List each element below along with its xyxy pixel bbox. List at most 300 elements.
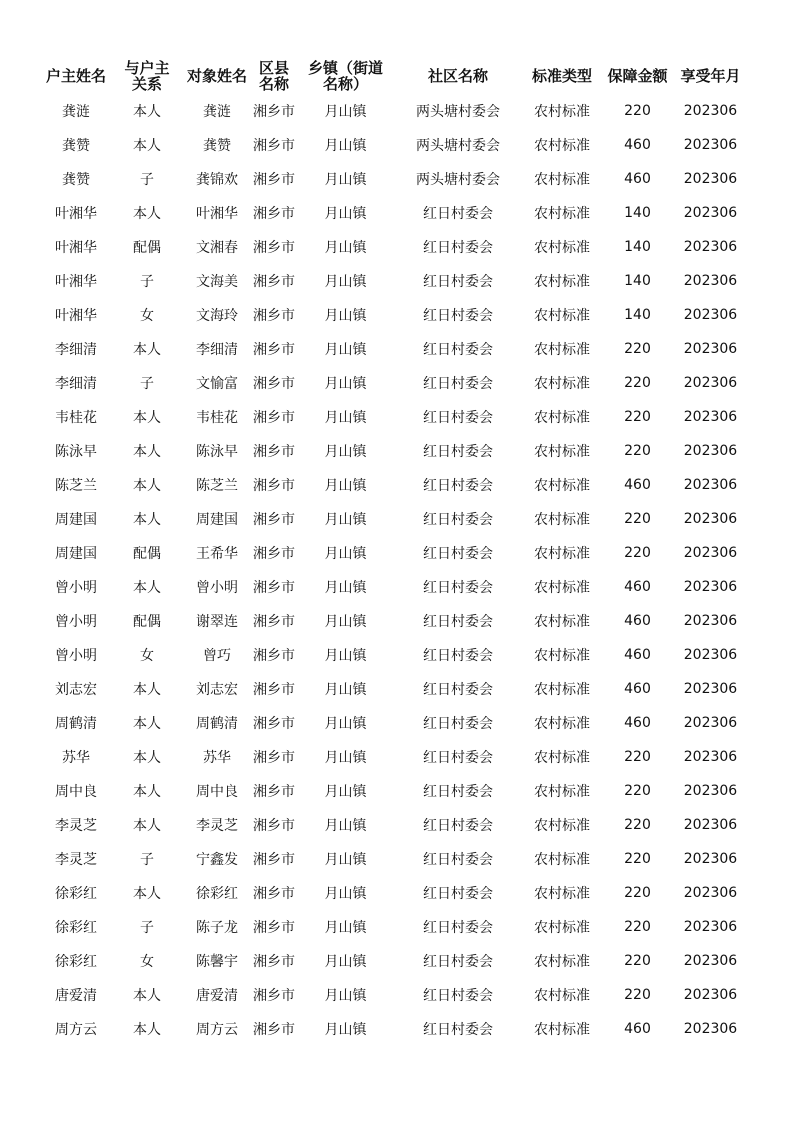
relation-cell: 本人 — [133, 750, 161, 766]
community-cell: 红日村委会 — [423, 376, 493, 392]
relation-cell: 子 — [140, 172, 154, 188]
township-cell: 月山镇 — [324, 580, 367, 596]
period-cell: 202306 — [683, 239, 738, 255]
community-cell: 红日村委会 — [423, 716, 493, 732]
township-cell: 月山镇 — [324, 274, 367, 290]
recipient-name-cell: 陈芝兰 — [196, 478, 238, 494]
standard-type-cell: 农村标准 — [534, 512, 590, 528]
amount-cell: 220 — [624, 987, 651, 1003]
amount-cell: 220 — [624, 783, 651, 799]
county-header — [250, 58, 298, 94]
township-cell: 月山镇 — [324, 410, 367, 426]
township-cell: 月山镇 — [324, 444, 367, 460]
household-head-cell: 叶湘华 — [55, 308, 97, 324]
table-row — [42, 128, 747, 162]
household-head-cell: 曾小明 — [55, 614, 97, 630]
relation-cell: 本人 — [133, 444, 161, 460]
amount-cell: 460 — [624, 681, 651, 697]
standard-type-cell: 农村标准 — [534, 716, 590, 732]
recipient-name-cell: 李灵芝 — [196, 818, 238, 834]
relation-cell: 本人 — [133, 682, 161, 698]
table-row — [42, 910, 747, 944]
recipient-name-cell: 宁鑫发 — [196, 852, 238, 868]
period-cell: 202306 — [683, 443, 738, 459]
period-cell: 202306 — [683, 103, 738, 119]
period-cell: 202306 — [683, 341, 738, 357]
township-cell: 月山镇 — [324, 784, 367, 800]
table-row — [42, 638, 747, 672]
recipient-name-cell: 周建国 — [196, 512, 238, 528]
relation-cell: 本人 — [133, 784, 161, 800]
county-cell: 湘乡市 — [253, 172, 295, 188]
household-head-cell: 陈泳早 — [55, 444, 97, 460]
township-cell: 月山镇 — [324, 206, 367, 222]
township-cell: 月山镇 — [324, 750, 367, 766]
standard-type-cell: 农村标准 — [534, 172, 590, 188]
relation-cell: 本人 — [133, 716, 161, 732]
county-cell: 湘乡市 — [253, 512, 295, 528]
period-cell: 202306 — [683, 307, 738, 323]
table-row — [42, 740, 747, 774]
standard-type-cell: 农村标准 — [534, 444, 590, 460]
standard-type-cell: 农村标准 — [534, 988, 590, 1004]
community-cell: 两头塘村委会 — [416, 104, 500, 120]
community-cell: 红日村委会 — [423, 342, 493, 358]
community-cell: 红日村委会 — [423, 410, 493, 426]
relation-cell: 本人 — [133, 104, 161, 120]
community-cell: 红日村委会 — [423, 614, 493, 630]
period-cell: 202306 — [683, 987, 738, 1003]
standard-type-cell: 农村标准 — [534, 342, 590, 358]
township-cell: 月山镇 — [324, 172, 367, 188]
household-head-cell: 徐彩红 — [55, 886, 97, 902]
community-cell: 红日村委会 — [423, 308, 493, 324]
period-header-line: 享受年月 — [680, 67, 741, 85]
standard-type-cell: 农村标准 — [534, 750, 590, 766]
standard-type-header-line: 标准类型 — [531, 67, 592, 85]
household-head-cell: 叶湘华 — [55, 206, 97, 222]
county-cell: 湘乡市 — [253, 852, 295, 868]
community-cell: 红日村委会 — [423, 240, 493, 256]
recipient-name-cell: 周鹤清 — [196, 716, 238, 732]
community-cell: 红日村委会 — [423, 648, 493, 664]
township-header — [298, 58, 393, 94]
recipient-name-cell: 陈子龙 — [196, 920, 238, 936]
household-head-cell: 唐爱清 — [55, 988, 97, 1004]
period-cell: 202306 — [683, 375, 738, 391]
household-head-cell: 刘志宏 — [55, 682, 97, 698]
township-cell: 月山镇 — [324, 886, 367, 902]
relation-cell: 子 — [140, 274, 154, 290]
community-cell: 红日村委会 — [423, 546, 493, 562]
amount-cell: 460 — [624, 613, 651, 629]
standard-type-cell: 农村标准 — [534, 206, 590, 222]
relation-cell: 本人 — [133, 478, 161, 494]
table-row — [42, 1012, 747, 1046]
table-header — [42, 58, 747, 94]
recipient-name-cell: 叶湘华 — [196, 206, 238, 222]
amount-cell: 220 — [624, 953, 651, 969]
amount-cell: 460 — [624, 171, 651, 187]
recipient-name-cell: 周方云 — [196, 1022, 238, 1038]
relation-cell: 本人 — [133, 206, 161, 222]
amount-cell: 460 — [624, 1021, 651, 1037]
period-cell: 202306 — [683, 953, 738, 969]
community-header-line: 社区名称 — [427, 67, 488, 85]
household-head-cell: 徐彩红 — [55, 920, 97, 936]
community-cell: 红日村委会 — [423, 954, 493, 970]
table-body — [42, 94, 747, 1046]
table-row — [42, 196, 747, 230]
county-cell: 湘乡市 — [253, 546, 295, 562]
period-cell: 202306 — [683, 511, 738, 527]
relation-cell: 本人 — [133, 1022, 161, 1038]
period-cell: 202306 — [683, 613, 738, 629]
community-cell: 红日村委会 — [423, 920, 493, 936]
amount-cell: 220 — [624, 851, 651, 867]
standard-type-cell: 农村标准 — [534, 478, 590, 494]
standard-type-cell: 农村标准 — [534, 138, 590, 154]
period-cell: 202306 — [683, 171, 738, 187]
county-cell: 湘乡市 — [253, 682, 295, 698]
county-cell: 湘乡市 — [253, 274, 295, 290]
household-head-cell: 周鹤清 — [55, 716, 97, 732]
recipient-name-cell: 韦桂花 — [196, 410, 238, 426]
period-cell: 202306 — [683, 205, 738, 221]
household-head-cell: 叶湘华 — [55, 240, 97, 256]
household-head-cell: 徐彩红 — [55, 954, 97, 970]
period-cell: 202306 — [683, 545, 738, 561]
period-cell: 202306 — [683, 783, 738, 799]
township-cell: 月山镇 — [324, 342, 367, 358]
household-head-cell: 龚赞 — [62, 138, 90, 154]
township-cell: 月山镇 — [324, 614, 367, 630]
amount-cell: 220 — [624, 409, 651, 425]
community-cell: 两头塘村委会 — [416, 172, 500, 188]
header-row — [42, 58, 747, 94]
amount-cell: 140 — [624, 205, 651, 221]
table-row — [42, 706, 747, 740]
community-cell: 红日村委会 — [423, 512, 493, 528]
community-cell: 红日村委会 — [423, 580, 493, 596]
township-cell: 月山镇 — [324, 308, 367, 324]
county-cell: 湘乡市 — [253, 580, 295, 596]
recipient-name-cell: 李细清 — [196, 342, 238, 358]
standard-type-cell: 农村标准 — [534, 886, 590, 902]
standard-type-cell: 农村标准 — [534, 1022, 590, 1038]
period-cell: 202306 — [683, 851, 738, 867]
relation-cell: 本人 — [133, 988, 161, 1004]
county-cell: 湘乡市 — [253, 818, 295, 834]
relation-cell: 子 — [140, 920, 154, 936]
relation-header — [110, 58, 184, 94]
township-cell: 月山镇 — [324, 1022, 367, 1038]
standard-type-cell: 农村标准 — [534, 308, 590, 324]
amount-cell: 220 — [624, 443, 651, 459]
standard-type-cell: 农村标准 — [534, 852, 590, 868]
table-row — [42, 570, 747, 604]
period-cell: 202306 — [683, 817, 738, 833]
amount-cell: 220 — [624, 919, 651, 935]
county-cell: 湘乡市 — [253, 410, 295, 426]
township-cell: 月山镇 — [324, 852, 367, 868]
relation-cell: 本人 — [133, 342, 161, 358]
amount-cell: 220 — [624, 545, 651, 561]
community-cell: 红日村委会 — [423, 988, 493, 1004]
amount-cell: 220 — [624, 749, 651, 765]
table-row — [42, 230, 747, 264]
county-cell: 湘乡市 — [253, 138, 295, 154]
recipient-name-cell: 文海美 — [196, 274, 238, 290]
community-cell: 红日村委会 — [423, 444, 493, 460]
county-cell: 湘乡市 — [253, 750, 295, 766]
relation-cell: 女 — [140, 648, 154, 664]
recipient-name-cell: 刘志宏 — [196, 682, 238, 698]
standard-type-cell: 农村标准 — [534, 920, 590, 936]
table-row — [42, 978, 747, 1012]
recipient-name-cell: 徐彩红 — [196, 886, 238, 902]
recipient-name-cell: 龚涟 — [203, 104, 231, 120]
township-cell: 月山镇 — [324, 682, 367, 698]
relation-cell: 本人 — [133, 512, 161, 528]
recipient-name-header-line: 对象姓名 — [186, 67, 247, 85]
township-cell: 月山镇 — [324, 988, 367, 1004]
community-cell: 红日村委会 — [423, 274, 493, 290]
township-cell: 月山镇 — [324, 104, 367, 120]
county-cell: 湘乡市 — [253, 342, 295, 358]
period-cell: 202306 — [683, 1021, 738, 1037]
amount-header — [601, 58, 674, 94]
period-cell: 202306 — [683, 647, 738, 663]
table-row — [42, 400, 747, 434]
county-cell: 湘乡市 — [253, 988, 295, 1004]
township-cell: 月山镇 — [324, 818, 367, 834]
county-cell: 湘乡市 — [253, 104, 295, 120]
table-row — [42, 298, 747, 332]
township-cell: 月山镇 — [324, 138, 367, 154]
table-row — [42, 94, 747, 128]
amount-cell: 460 — [624, 647, 651, 663]
household-head-cell: 叶湘华 — [55, 274, 97, 290]
county-cell: 湘乡市 — [253, 648, 295, 664]
standard-type-header — [523, 58, 601, 94]
table-row — [42, 366, 747, 400]
standard-type-cell: 农村标准 — [534, 818, 590, 834]
community-cell: 两头塘村委会 — [416, 138, 500, 154]
household-head-header-line: 户主姓名 — [45, 67, 106, 85]
county-cell: 湘乡市 — [253, 716, 295, 732]
relation-cell: 女 — [140, 308, 154, 324]
table-row — [42, 672, 747, 706]
community-header — [393, 58, 523, 94]
county-cell: 湘乡市 — [253, 376, 295, 392]
recipient-name-cell: 唐爱清 — [196, 988, 238, 1004]
table-row — [42, 468, 747, 502]
standard-type-cell: 农村标准 — [534, 546, 590, 562]
table-row — [42, 162, 747, 196]
community-cell: 红日村委会 — [423, 206, 493, 222]
period-header — [674, 58, 747, 94]
relation-cell: 本人 — [133, 138, 161, 154]
household-head-cell: 曾小明 — [55, 648, 97, 664]
amount-cell: 460 — [624, 715, 651, 731]
relation-cell: 配偶 — [133, 546, 161, 562]
standard-type-cell: 农村标准 — [534, 784, 590, 800]
amount-cell: 220 — [624, 375, 651, 391]
table-row — [42, 808, 747, 842]
amount-cell: 220 — [624, 885, 651, 901]
recipient-name-cell: 王希华 — [196, 546, 238, 562]
period-cell: 202306 — [683, 409, 738, 425]
county-cell: 湘乡市 — [253, 920, 295, 936]
table-row — [42, 842, 747, 876]
township-cell: 月山镇 — [324, 954, 367, 970]
recipient-name-cell: 文湘春 — [196, 240, 238, 256]
standard-type-cell: 农村标准 — [534, 104, 590, 120]
township-header-line: 乡镇（街道 — [307, 59, 383, 77]
recipient-name-cell: 周中良 — [196, 784, 238, 800]
amount-cell: 140 — [624, 273, 651, 289]
recipient-name-cell: 苏华 — [203, 750, 231, 766]
township-header-line: 名称） — [322, 75, 368, 93]
relation-cell: 子 — [140, 852, 154, 868]
standard-type-cell: 农村标准 — [534, 648, 590, 664]
recipient-name-cell: 曾小明 — [196, 580, 238, 596]
county-header-line: 区县 — [258, 59, 289, 77]
period-cell: 202306 — [683, 885, 738, 901]
standard-type-cell: 农村标准 — [534, 240, 590, 256]
community-cell: 红日村委会 — [423, 750, 493, 766]
household-head-cell: 韦桂花 — [55, 410, 97, 426]
standard-type-cell: 农村标准 — [534, 682, 590, 698]
county-cell: 湘乡市 — [253, 478, 295, 494]
relation-cell: 本人 — [133, 410, 161, 426]
county-cell: 湘乡市 — [253, 206, 295, 222]
household-head-cell: 龚涟 — [62, 104, 90, 120]
standard-type-cell: 农村标准 — [534, 614, 590, 630]
recipient-name-header — [184, 58, 250, 94]
amount-cell: 220 — [624, 511, 651, 527]
household-head-cell: 周建国 — [55, 512, 97, 528]
table-row — [42, 332, 747, 366]
recipient-name-cell: 龚赞 — [203, 138, 231, 154]
recipient-name-cell: 文海玲 — [196, 308, 238, 324]
community-cell: 红日村委会 — [423, 818, 493, 834]
household-head-header — [42, 58, 110, 94]
township-cell: 月山镇 — [324, 478, 367, 494]
county-cell: 湘乡市 — [253, 308, 295, 324]
household-head-cell: 周中良 — [55, 784, 97, 800]
period-cell: 202306 — [683, 273, 738, 289]
household-head-cell: 苏华 — [62, 750, 90, 766]
relation-cell: 配偶 — [133, 614, 161, 630]
amount-header-line: 保障金额 — [607, 67, 668, 85]
recipient-name-cell: 文愉富 — [196, 376, 238, 392]
township-cell: 月山镇 — [324, 716, 367, 732]
county-header-line: 名称 — [258, 75, 289, 93]
period-cell: 202306 — [683, 919, 738, 935]
relation-cell: 配偶 — [133, 240, 161, 256]
county-cell: 湘乡市 — [253, 1022, 295, 1038]
standard-type-cell: 农村标准 — [534, 954, 590, 970]
township-cell: 月山镇 — [324, 648, 367, 664]
community-cell: 红日村委会 — [423, 852, 493, 868]
relation-cell: 女 — [140, 954, 154, 970]
township-cell: 月山镇 — [324, 240, 367, 256]
amount-cell: 220 — [624, 817, 651, 833]
period-cell: 202306 — [683, 137, 738, 153]
amount-cell: 460 — [624, 579, 651, 595]
county-cell: 湘乡市 — [253, 240, 295, 256]
standard-type-cell: 农村标准 — [534, 410, 590, 426]
township-cell: 月山镇 — [324, 546, 367, 562]
county-cell: 湘乡市 — [253, 444, 295, 460]
table-row — [42, 264, 747, 298]
table-row — [42, 774, 747, 808]
household-head-cell: 曾小明 — [55, 580, 97, 596]
county-cell: 湘乡市 — [253, 784, 295, 800]
county-cell: 湘乡市 — [253, 614, 295, 630]
amount-cell: 140 — [624, 307, 651, 323]
community-cell: 红日村委会 — [423, 682, 493, 698]
household-head-cell: 李灵芝 — [55, 818, 97, 834]
community-cell: 红日村委会 — [423, 784, 493, 800]
household-head-cell: 周建国 — [55, 546, 97, 562]
recipient-name-cell: 陈馨宇 — [196, 954, 238, 970]
recipient-name-cell: 曾巧 — [203, 648, 231, 664]
recipient-name-cell: 陈泳早 — [196, 444, 238, 460]
relation-header-line: 与户主 — [124, 59, 170, 77]
period-cell: 202306 — [683, 749, 738, 765]
household-head-cell: 陈芝兰 — [55, 478, 97, 494]
amount-cell: 220 — [624, 103, 651, 119]
amount-cell: 460 — [624, 137, 651, 153]
table-row — [42, 604, 747, 638]
community-cell: 红日村委会 — [423, 886, 493, 902]
relation-header-line: 关系 — [131, 75, 162, 93]
standard-type-cell: 农村标准 — [534, 376, 590, 392]
county-cell: 湘乡市 — [253, 886, 295, 902]
table-row — [42, 876, 747, 910]
relation-cell: 本人 — [133, 886, 161, 902]
period-cell: 202306 — [683, 715, 738, 731]
standard-type-cell: 农村标准 — [534, 580, 590, 596]
relation-cell: 本人 — [133, 580, 161, 596]
township-cell: 月山镇 — [324, 376, 367, 392]
amount-cell: 140 — [624, 239, 651, 255]
relation-cell: 子 — [140, 376, 154, 392]
recipient-name-cell: 谢翠连 — [196, 614, 238, 630]
period-cell: 202306 — [683, 579, 738, 595]
relation-cell: 本人 — [133, 818, 161, 834]
household-head-cell: 李细清 — [55, 342, 97, 358]
amount-cell: 460 — [624, 477, 651, 493]
table-row — [42, 536, 747, 570]
table-row — [42, 944, 747, 978]
household-head-cell: 李细清 — [55, 376, 97, 392]
table-row — [42, 502, 747, 536]
community-cell: 红日村委会 — [423, 1022, 493, 1038]
household-head-cell: 周方云 — [55, 1022, 97, 1038]
period-cell: 202306 — [683, 681, 738, 697]
township-cell: 月山镇 — [324, 920, 367, 936]
county-cell: 湘乡市 — [253, 954, 295, 970]
household-head-cell: 龚赞 — [62, 172, 90, 188]
household-head-cell: 李灵芝 — [55, 852, 97, 868]
table-row — [42, 434, 747, 468]
township-cell: 月山镇 — [324, 512, 367, 528]
recipient-name-cell: 龚锦欢 — [196, 172, 238, 188]
